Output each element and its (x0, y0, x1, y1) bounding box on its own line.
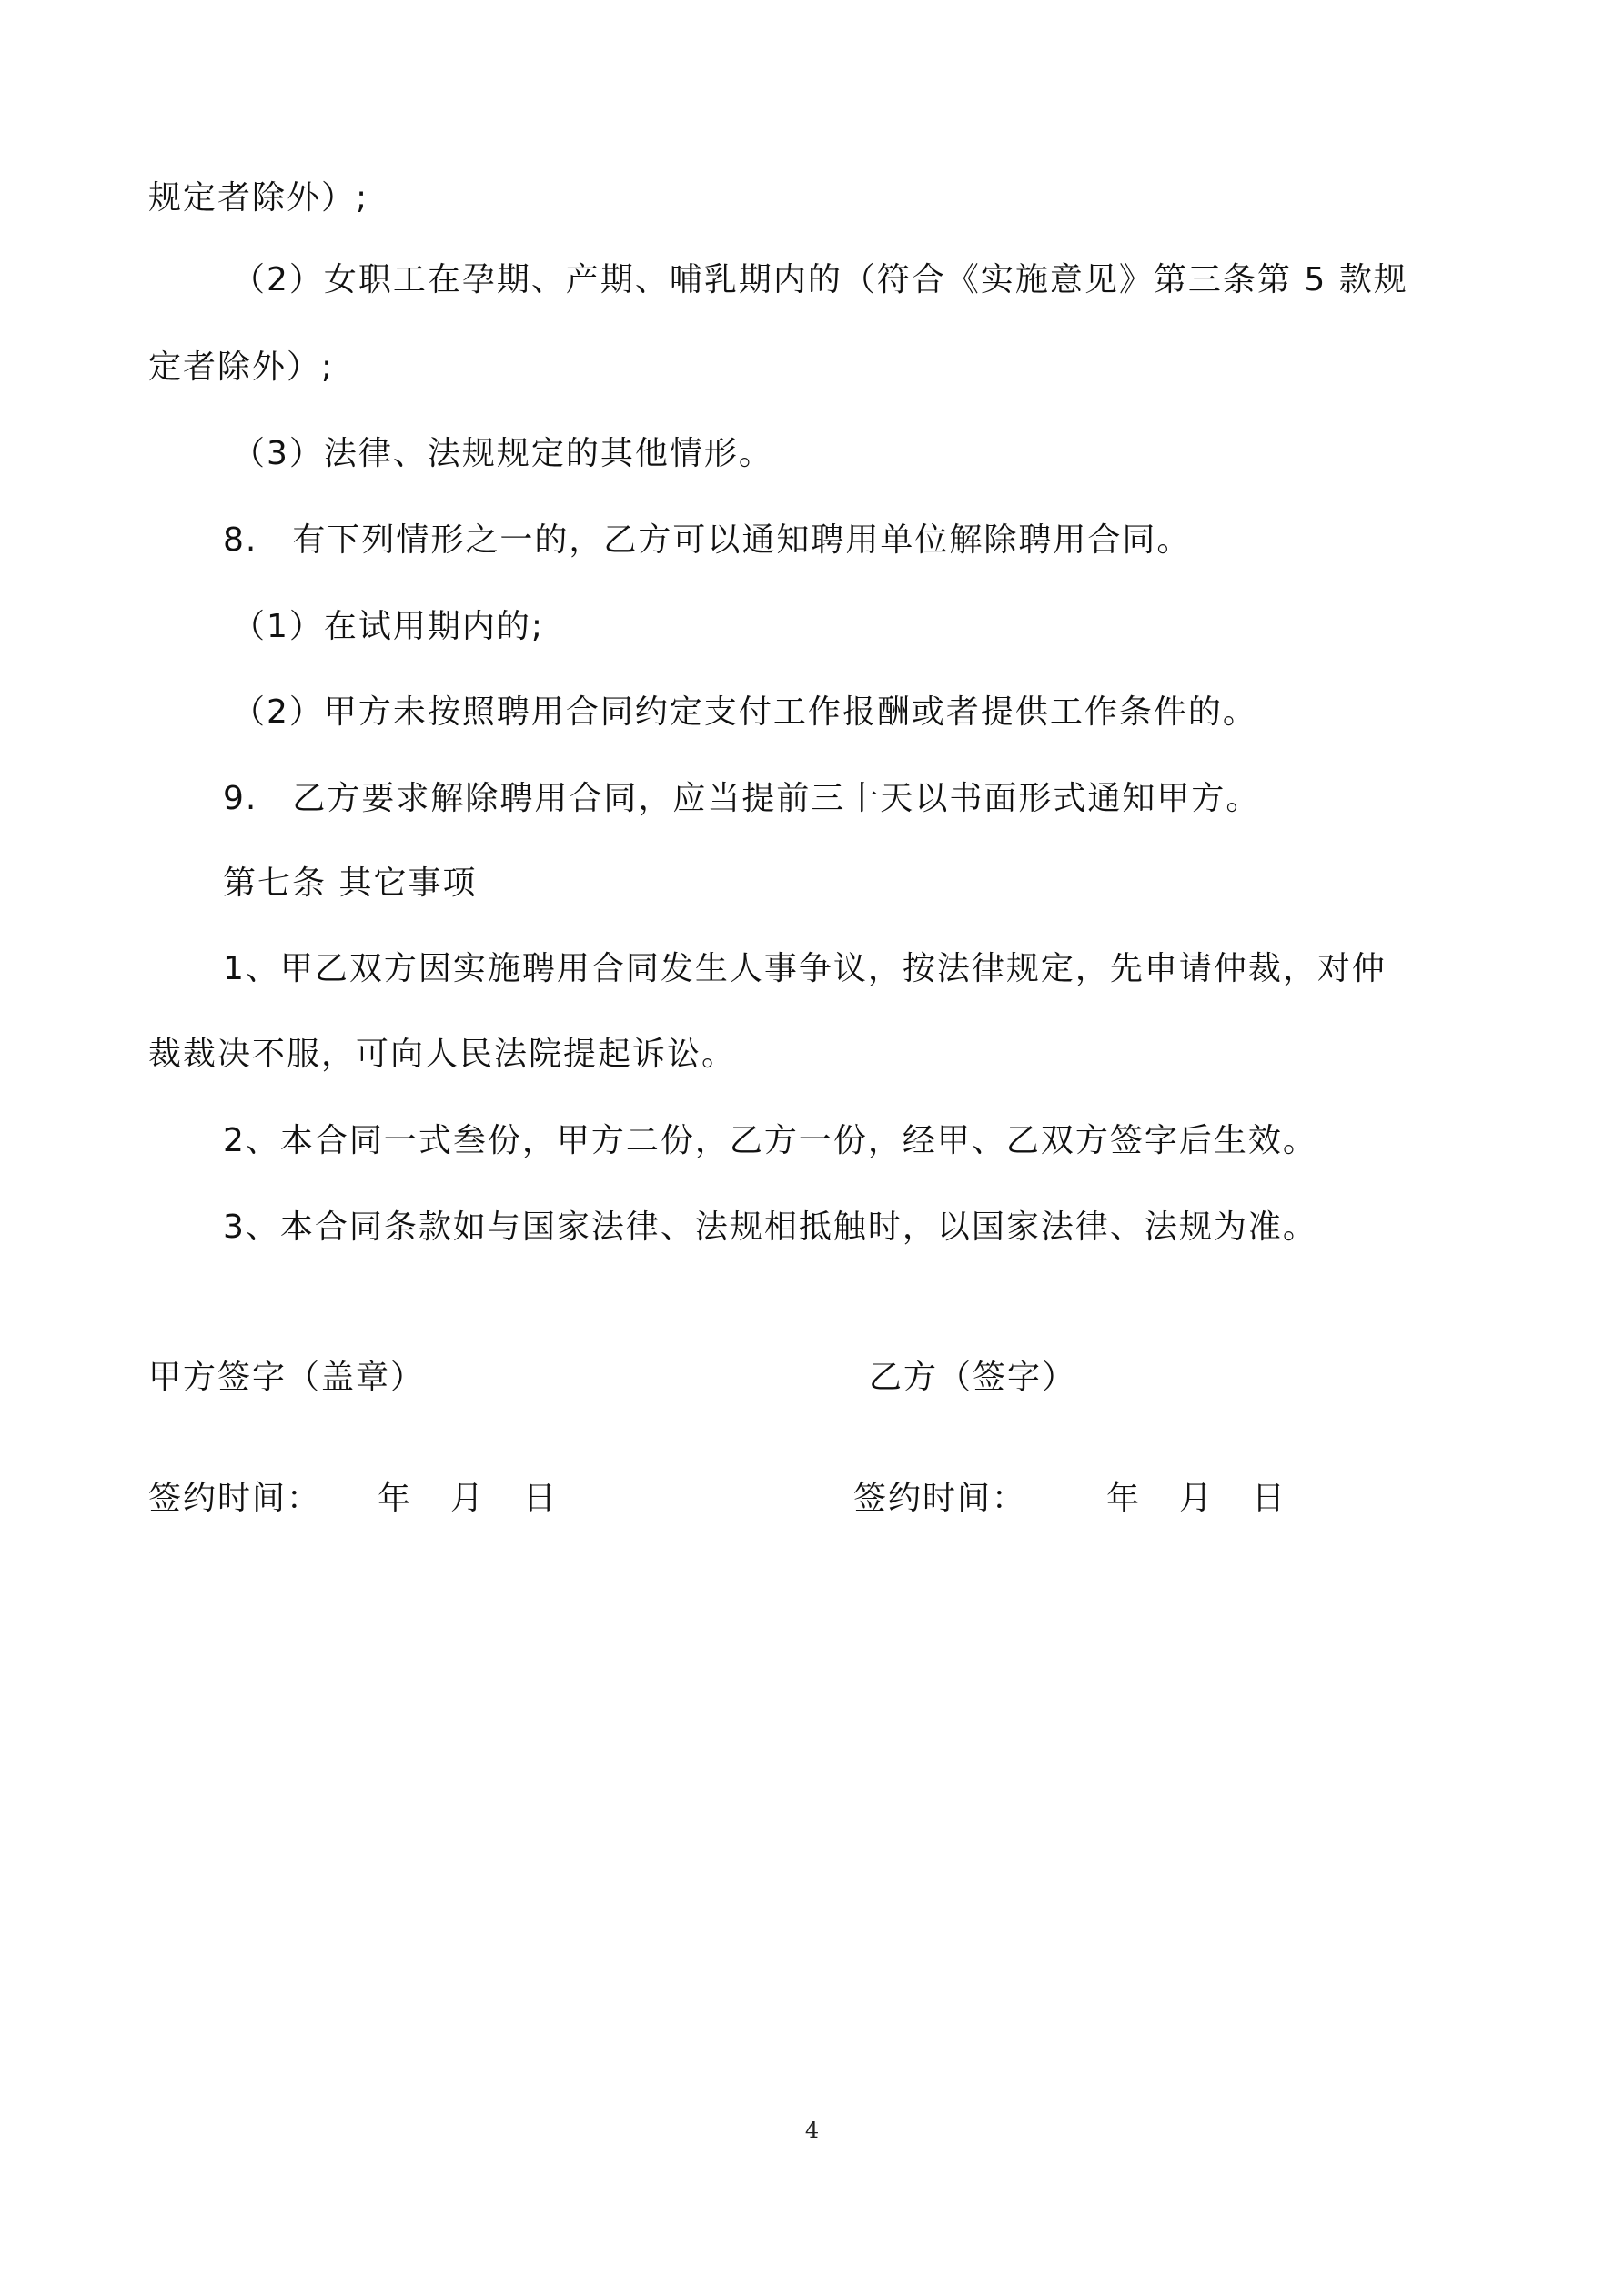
party-b-date-label: 签约时间： (853, 1480, 1027, 1517)
body-line-2: （2）女职工在孕期、产期、哺乳期内的（符合《实施意见》第三条第 5 款规 (232, 261, 1408, 298)
page-number: 4 (804, 2118, 820, 2143)
party-b-day: 日 (1252, 1480, 1286, 1517)
body-line-4: （3）法律、法规规定的其他情形。 (232, 435, 773, 472)
body-line-1: 规定者除外）; (148, 179, 369, 217)
body-line-7: （2）甲方未按照聘用合同约定支付工作报酬或者提供工作条件的。 (232, 693, 1257, 731)
party-a-month: 月 (450, 1480, 484, 1517)
party-a-day: 日 (523, 1480, 557, 1517)
party-a-year: 年 (378, 1480, 411, 1517)
body-line-5: 8. 有下列情形之一的，乙方可以通知聘用单位解除聘用合同。 (223, 521, 1192, 559)
body-line-3: 定者除外）; (148, 349, 335, 386)
section-heading: 第七条 其它事项 (223, 865, 478, 902)
party-b-month: 月 (1179, 1480, 1213, 1517)
party-b-signature-label: 乙方（签字） (869, 1359, 1077, 1396)
body-line-6: （1）在试用期内的; (232, 608, 545, 645)
body-line-12: 2、本合同一式叁份，甲方二份，乙方一份，经甲、乙双方签字后生效。 (223, 1122, 1317, 1159)
party-a-signature-label: 甲方签字（盖章） (148, 1359, 426, 1396)
party-b-signing-date (853, 1477, 1285, 1521)
party-a-signing-date (148, 1477, 556, 1521)
body-line-11: 裁裁决不服，可向人民法院提起诉讼。 (148, 1036, 737, 1073)
party-b-year: 年 (1106, 1480, 1140, 1517)
body-line-8: 9. 乙方要求解除聘用合同，应当提前三十天以书面形式通知甲方。 (223, 780, 1261, 817)
party-a-date-label: 签约时间： (148, 1480, 322, 1517)
body-line-10: 1、甲乙双方因实施聘用合同发生人事争议，按法律规定，先申请仲裁，对仲 (223, 950, 1387, 987)
body-line-13: 3、本合同条款如与国家法律、法规相抵触时，以国家法律、法规为准。 (223, 1209, 1317, 1246)
